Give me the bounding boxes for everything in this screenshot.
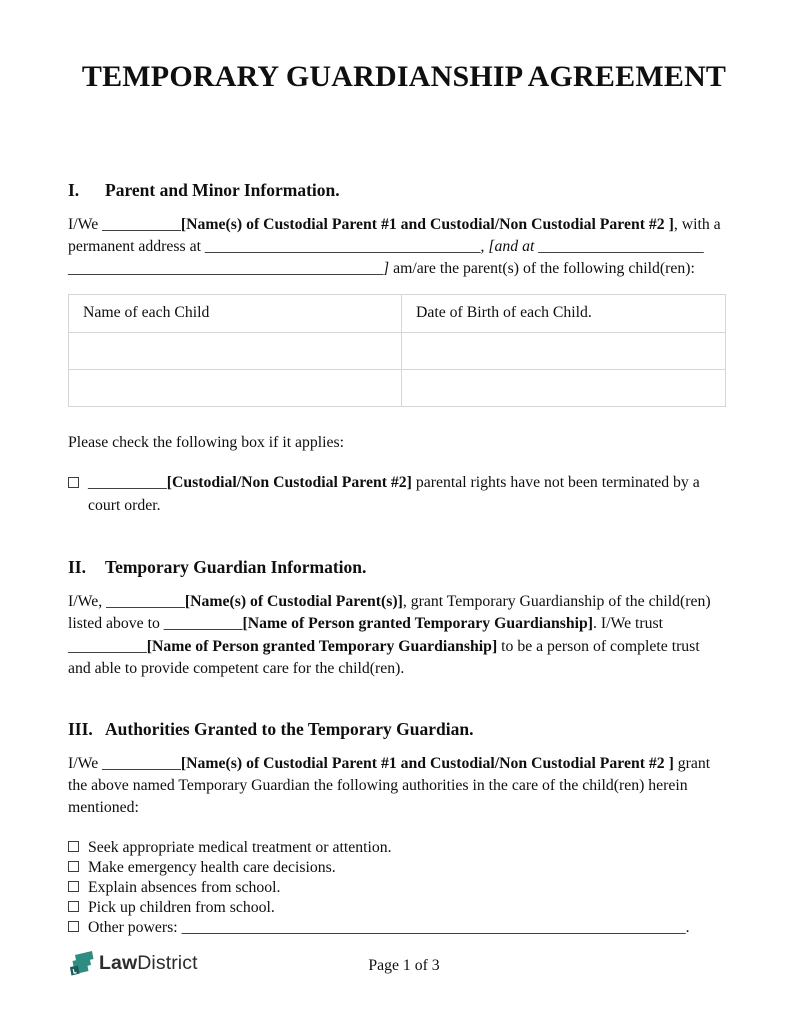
section-1-number: I. bbox=[68, 179, 80, 200]
section-parent-minor-info bbox=[68, 180, 740, 517]
section-2-number: II. bbox=[68, 556, 86, 577]
children-table-header-dob: Date of Birth of each Child. bbox=[402, 294, 726, 332]
document-title: TEMPORARY GUARDIANSHIP AGREEMENT bbox=[81, 60, 727, 93]
checkbox-icon[interactable] bbox=[68, 861, 79, 872]
section-2-intro-paragraph: I/We, __________[Name(s) of Custodial Parent(s)], grant Temporary Guardianship of the child(ren) listed above to __________[Name of Person granted Temporary Guardianship]. I/We trust __________[Name of Person granted Temporary Guardianship] to be a person of complete trust and able to provide competent care for the child(ren). bbox=[68, 592, 711, 678]
page-number-indicator: Page 1 of 3 bbox=[368, 957, 440, 974]
section-3-heading-text: Authorities Granted to the Temporary Guardian. bbox=[105, 718, 474, 739]
brand-text-district: District bbox=[137, 952, 198, 974]
checkbox-icon[interactable] bbox=[68, 881, 79, 892]
children-table-header-name: Name of each Child bbox=[69, 294, 402, 332]
page-footer bbox=[68, 948, 740, 984]
children-table-header-row bbox=[69, 294, 726, 332]
brand-text-law: Law bbox=[99, 952, 138, 974]
child-name-cell[interactable] bbox=[69, 369, 402, 406]
section-2-heading-text: Temporary Guardian Information. bbox=[105, 556, 367, 577]
parental-rights-check-item bbox=[68, 472, 740, 517]
section-3-intro-paragraph: I/We __________[Name(s) of Custodial Parent #1 and Custodial/Non Custodial Parent #2 ] grant the above named Temporary Guardian the following authorities in the care of the child(ren) herein mentioned: bbox=[68, 754, 711, 817]
checkbox-icon[interactable] bbox=[68, 841, 79, 852]
authority-check-item bbox=[68, 878, 740, 898]
child-name-cell[interactable] bbox=[69, 332, 402, 369]
lawdistrict-fanned-pages-icon bbox=[68, 950, 94, 977]
table-row bbox=[69, 332, 726, 369]
parental-rights-check-text: __________[Custodial/Non Custodial Parent #2] parental rights have not been terminated by a court order. bbox=[88, 474, 700, 514]
authority-label: Other powers: ________________________________________________________________. bbox=[88, 918, 690, 936]
section-1-heading-text: Parent and Minor Information. bbox=[105, 179, 340, 200]
authority-check-item bbox=[68, 918, 740, 938]
table-row bbox=[69, 369, 726, 406]
checkbox-icon[interactable] bbox=[68, 901, 79, 912]
checkbox-icon[interactable] bbox=[68, 921, 79, 932]
checkbox-icon[interactable] bbox=[68, 477, 79, 488]
section-authorities-granted bbox=[68, 719, 740, 938]
authority-label: Explain absences from school. bbox=[88, 878, 281, 896]
section-1-intro-paragraph: I/We __________[Name(s) of Custodial Parent #1 and Custodial/Non Custodial Parent #2 ], with a permanent address at ___________________________________, [and at _____________________ ________________________________________] am/are the parent(s) of the following child(ren): bbox=[68, 215, 721, 278]
authority-check-item bbox=[68, 858, 740, 878]
section-1-heading bbox=[68, 180, 740, 201]
children-table bbox=[68, 294, 726, 407]
section-3-heading bbox=[68, 719, 740, 740]
authorities-checklist bbox=[68, 838, 740, 938]
child-dob-cell[interactable] bbox=[402, 369, 726, 406]
checkbox-prompt: Please check the following box if it applies: bbox=[68, 433, 344, 451]
section-temporary-guardian-info bbox=[68, 557, 740, 681]
authority-check-item bbox=[68, 838, 740, 858]
child-dob-cell[interactable] bbox=[402, 332, 726, 369]
authority-label: Seek appropriate medical treatment or attention. bbox=[88, 838, 392, 856]
authority-label: Pick up children from school. bbox=[88, 898, 275, 916]
section-2-heading bbox=[68, 557, 740, 578]
authority-label: Make emergency health care decisions. bbox=[88, 858, 336, 876]
section-3-number: III. bbox=[68, 718, 93, 739]
lawdistrict-logo bbox=[68, 950, 198, 977]
authority-check-item bbox=[68, 898, 740, 918]
